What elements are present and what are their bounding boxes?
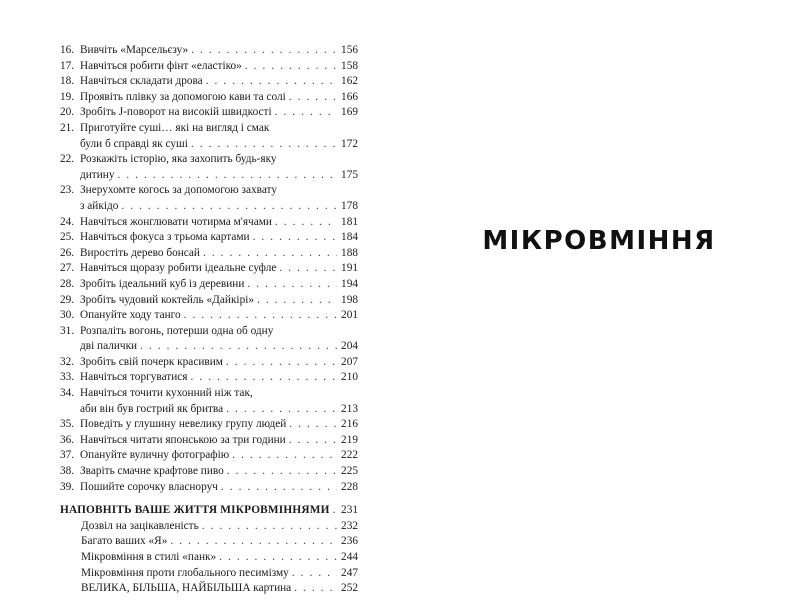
toc-line <box>60 355 358 371</box>
toc-entry-text: дві палички <box>80 340 138 353</box>
toc-page-number: 175 <box>341 168 358 181</box>
dot-leader <box>292 566 337 582</box>
toc-line <box>60 215 358 231</box>
toc-page-number: 194 <box>341 277 358 290</box>
toc-line <box>60 121 358 137</box>
toc-page-number: 158 <box>341 59 358 72</box>
toc-entry-number: 37. <box>60 449 75 462</box>
toc-page-number: 219 <box>341 433 358 446</box>
toc-entry-text: Зробіть J-поворот на високій швидкості <box>80 106 272 119</box>
toc-entry-number: 36. <box>60 433 75 446</box>
toc-line <box>60 370 358 386</box>
toc-page-number: 169 <box>341 106 358 119</box>
toc-page-number: 207 <box>341 355 358 368</box>
toc-line <box>60 183 358 199</box>
toc-entry <box>60 277 358 293</box>
toc-entry-number: 26. <box>60 246 75 259</box>
toc-subentry-text: Багато ваших «Я» <box>81 535 168 548</box>
toc-line <box>60 448 358 464</box>
toc-line <box>60 59 358 75</box>
toc-entry-text: Навчіться робити фінт «еластіко» <box>80 59 242 72</box>
toc-page-number: 210 <box>341 371 358 384</box>
toc-entry-text: Навчіться фокуса з трьома картами <box>80 231 250 244</box>
toc-subentry <box>60 519 358 535</box>
toc-entry-number: 27. <box>60 262 75 275</box>
toc-entry-number: 16. <box>60 44 75 56</box>
dot-leader <box>253 230 337 246</box>
toc-page-number: 166 <box>341 90 358 103</box>
toc-entry-number: 38. <box>60 465 75 478</box>
toc-entry-text: Пошийте сорочку власноруч <box>80 480 218 493</box>
toc-entry-text: Знерухомте когось за допомогою захвату <box>80 184 277 197</box>
dot-leader <box>227 464 337 480</box>
toc-entry-number: 25. <box>60 231 75 244</box>
dot-leader <box>245 59 337 75</box>
section-gap <box>60 495 358 503</box>
dot-leader <box>289 417 337 433</box>
toc-entry-text: дитину <box>80 168 115 181</box>
toc-page-number: 162 <box>341 75 358 88</box>
toc-line <box>60 480 358 496</box>
toc-entry-text: Приготуйте суші… які на вигляд і смак <box>80 121 270 134</box>
toc-entry <box>60 433 358 449</box>
toc-entry-number: 35. <box>60 418 75 431</box>
toc-line <box>60 386 358 402</box>
toc-entry-text: були б справді як суші <box>80 137 188 150</box>
toc-entry-number: 33. <box>60 371 75 384</box>
toc-line <box>60 246 358 262</box>
toc-subentry-text: Дозвіл на зацікавленість <box>81 519 199 532</box>
toc-entry-text: Навчіться жонглювати чотирма м'ячами <box>80 215 272 228</box>
toc-entry-text: Навчіться читати японською за три години <box>80 433 286 446</box>
toc-page-number: 222 <box>341 449 358 462</box>
toc-line <box>60 433 358 449</box>
dot-leader <box>289 90 337 106</box>
toc-entry-number: 39. <box>60 480 75 493</box>
toc-entry <box>60 480 358 496</box>
toc-entry-text: Зваріть смачне крафтове пиво <box>80 465 224 478</box>
toc-page-number: 225 <box>341 465 358 478</box>
toc-entry-number: 31. <box>60 324 75 337</box>
dot-leader <box>279 261 337 277</box>
toc-entry <box>60 246 358 262</box>
dot-leader <box>117 168 337 184</box>
toc-entry-text: з айкідо <box>80 199 119 212</box>
toc-subentry-page: 236 <box>341 535 358 548</box>
toc-entry-text: Розпаліть вогонь, потерши одна об одну <box>80 324 274 337</box>
toc-line <box>60 293 358 309</box>
toc-entry <box>60 448 358 464</box>
dot-leader <box>226 355 337 371</box>
toc-entry-number: 22. <box>60 153 75 166</box>
toc-line <box>60 339 358 355</box>
toc-entry-text: Зробіть свій почерк красивим <box>80 355 223 368</box>
toc-entry-text: Проявіть плівку за допомогою кави та солі <box>80 90 286 103</box>
chapter-title: МІКРОВМІННЯ <box>482 226 716 256</box>
toc-line <box>60 261 358 277</box>
toc-entry-number: 29. <box>60 293 75 306</box>
toc-line <box>60 277 358 293</box>
toc-line <box>60 152 358 168</box>
toc-entry <box>60 464 358 480</box>
dot-leader <box>191 370 338 386</box>
toc-entry <box>60 59 358 75</box>
toc-entry <box>60 43 358 59</box>
toc-line <box>60 464 358 480</box>
toc-page-number: 181 <box>341 215 358 228</box>
dot-leader <box>275 215 337 231</box>
dot-leader <box>203 246 337 262</box>
dot-leader <box>232 448 337 464</box>
toc-section-page: 231 <box>341 504 358 517</box>
toc-entry-text: Вивчіть «Марсельєзу» <box>80 44 189 56</box>
dot-leader <box>257 293 337 309</box>
toc-section-title: НАПОВНІТЬ ВАШЕ ЖИТТЯ МІКРОВМІННЯМИ <box>60 504 330 517</box>
dot-leader <box>170 534 337 550</box>
toc-page-number: 156 <box>341 44 358 56</box>
toc-entry-number: 21. <box>60 121 75 134</box>
toc-page-number: 191 <box>341 262 358 275</box>
toc-page-number: 228 <box>341 480 358 493</box>
toc-subentry <box>60 550 358 566</box>
dot-leader <box>202 519 337 535</box>
dot-leader <box>140 339 337 355</box>
toc-subentry <box>60 581 358 597</box>
toc-entry <box>60 183 358 214</box>
toc-line <box>60 308 358 324</box>
toc-subentry-page: 232 <box>341 519 358 532</box>
toc-entry <box>60 152 358 183</box>
dot-leader <box>226 402 337 418</box>
dot-leader <box>191 137 337 153</box>
toc-entry <box>60 386 358 417</box>
toc-entry <box>60 74 358 90</box>
dot-leader <box>289 433 337 449</box>
toc-subentry-page: 247 <box>341 566 358 579</box>
toc-entry-number: 23. <box>60 184 75 197</box>
toc-entry-text: Зробіть ідеальний куб із деревини <box>80 277 245 290</box>
toc-line <box>60 105 358 121</box>
toc-subentry-text: Мікровміння проти глобального песимізму <box>81 566 289 579</box>
dot-leader <box>206 74 337 90</box>
toc-page-number: 198 <box>341 293 358 306</box>
toc-entry-text: Поведіть у глушину невелику групу людей <box>80 418 287 431</box>
toc-entry <box>60 417 358 433</box>
toc-line <box>60 417 358 433</box>
toc-entry <box>60 121 358 152</box>
toc-entry-number: 34. <box>60 387 75 400</box>
toc-line <box>60 74 358 90</box>
dot-leader <box>121 199 337 215</box>
table-of-contents <box>60 43 358 597</box>
toc-entry-number: 20. <box>60 106 75 119</box>
toc-subentry-text: Мікровміння в стилі «панк» <box>81 551 217 563</box>
toc-entry <box>60 324 358 355</box>
toc-subentry <box>60 534 358 550</box>
toc-entry-number: 32. <box>60 355 75 368</box>
toc-subentry-page: 244 <box>341 551 358 563</box>
dot-leader <box>294 581 337 597</box>
toc-entry-text: Навчіться точити кухонний ніж так, <box>80 387 253 400</box>
toc-line <box>60 324 358 340</box>
toc-line <box>60 168 358 184</box>
toc-entry-number: 24. <box>60 215 75 228</box>
toc-entry <box>60 293 358 309</box>
toc-page-number: 204 <box>341 340 358 353</box>
toc-line <box>60 402 358 418</box>
dot-leader <box>219 550 337 566</box>
toc-page-number: 188 <box>341 246 358 259</box>
dot-leader <box>275 105 337 121</box>
toc-page-number: 201 <box>341 309 358 322</box>
toc-entry-text: Опануйте ходу танго <box>80 309 181 322</box>
toc-entry-text: Зробіть чудовий коктейль «Дайкірі» <box>80 293 255 306</box>
toc-page-number: 213 <box>341 402 358 415</box>
toc-line <box>60 230 358 246</box>
toc-section-heading <box>60 503 358 519</box>
toc-entry <box>60 230 358 246</box>
toc-entry-number: 18. <box>60 75 75 88</box>
toc-page-number: 172 <box>341 137 358 150</box>
toc-line <box>60 199 358 215</box>
toc-line <box>60 90 358 106</box>
toc-entry-text: Виростіть дерево бонсай <box>80 246 200 259</box>
toc-entry <box>60 370 358 386</box>
toc-entry-text: аби він був гострий як бритва <box>80 402 224 415</box>
toc-line <box>60 43 358 59</box>
dot-leader <box>247 277 337 293</box>
toc-line <box>60 137 358 153</box>
dot-leader <box>333 503 337 519</box>
toc-entry-text: Опануйте вуличну фотографію <box>80 449 230 462</box>
toc-subentry-page: 252 <box>341 582 358 595</box>
toc-entry-number: 28. <box>60 277 75 290</box>
toc-entry-number: 17. <box>60 59 75 72</box>
toc-entry <box>60 308 358 324</box>
toc-page-number: 216 <box>341 418 358 431</box>
toc-entry <box>60 105 358 121</box>
toc-page-number: 184 <box>341 231 358 244</box>
toc-entry <box>60 355 358 371</box>
toc-entry-text: Розкажіть історію, яка захопить будь-яку <box>80 153 277 166</box>
toc-entry-number: 19. <box>60 90 75 103</box>
dot-leader <box>191 43 337 59</box>
toc-subentry <box>60 566 358 582</box>
toc-entry-number: 30. <box>60 309 75 322</box>
dot-leader <box>221 480 337 496</box>
dot-leader <box>184 308 337 324</box>
toc-entry <box>60 90 358 106</box>
toc-entry-text: Навчіться щоразу робити ідеальне суфле <box>80 262 277 275</box>
toc-page-number: 178 <box>341 199 358 212</box>
toc-entry <box>60 215 358 231</box>
toc-entry-text: Навчіться торгуватися <box>80 371 188 384</box>
toc-entry-text: Навчіться складати дрова <box>80 75 203 88</box>
toc-subentry-text: ВЕЛИКА, БІЛЬША, НАЙБІЛЬША картина <box>81 582 292 595</box>
toc-entry <box>60 261 358 277</box>
